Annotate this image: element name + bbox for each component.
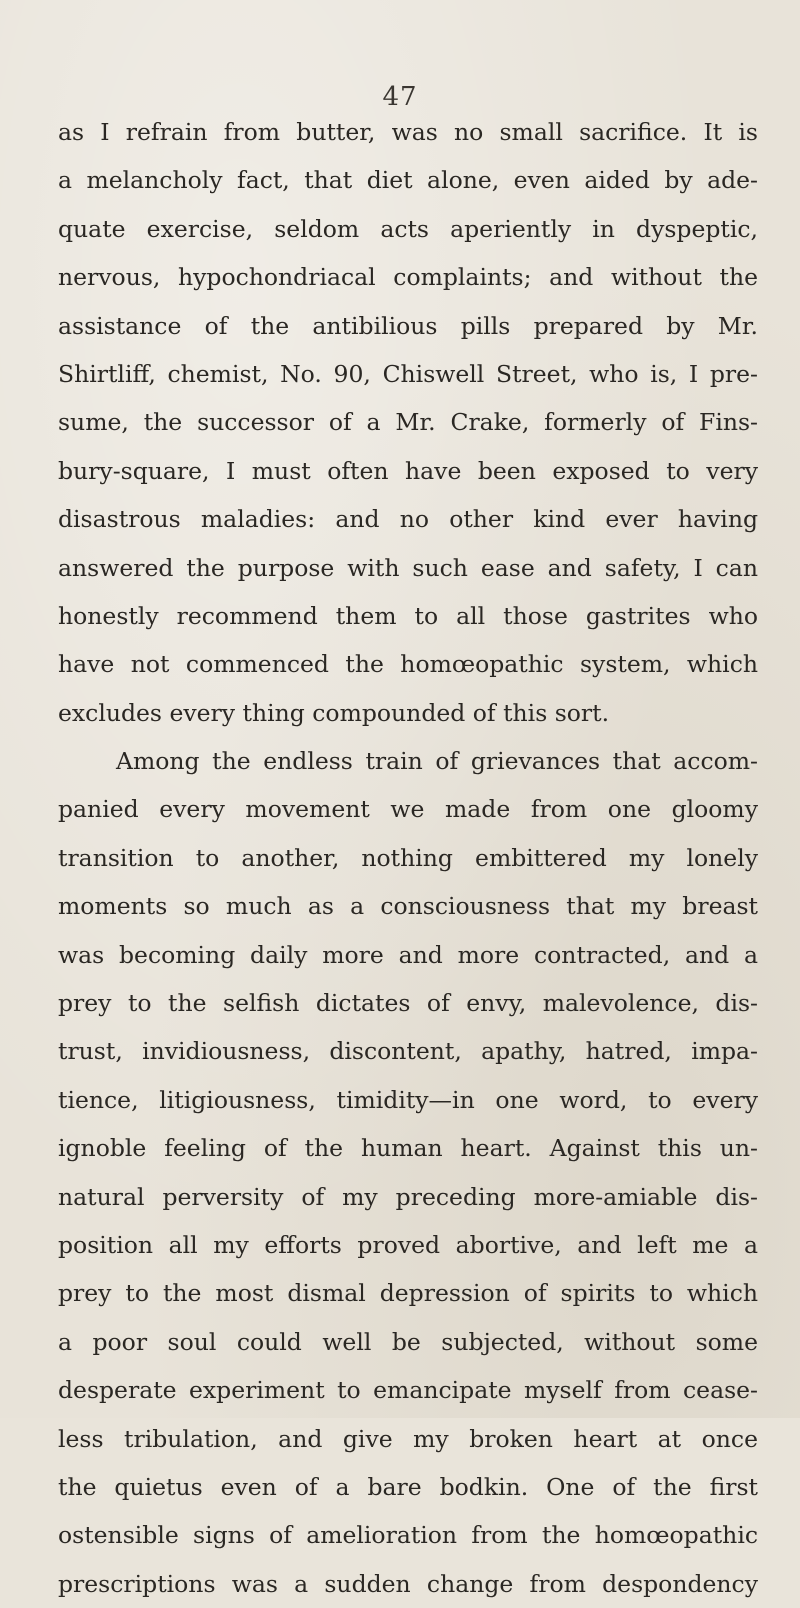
text-line: ostensible signs of amelioration from the homœopathic: [58, 1521, 758, 1550]
text-line: desperate experiment to emancipate myself from cease-: [58, 1376, 758, 1405]
text-line: ignoble feeling of the human heart. Against this un-: [58, 1134, 758, 1163]
text-line: honestly recommend them to all those gastrites who: [58, 601, 758, 630]
text-line: assistance of the antibilious pills prepared by Mr.: [58, 311, 758, 340]
text-line: was becoming daily more and more contracted, and a: [58, 940, 758, 969]
text-line: Shirtliff, chemist, No. 90, Chiswell Street, who is, I pre-: [58, 359, 758, 388]
text-line: prescriptions was a sudden change from despondency: [58, 1569, 758, 1598]
text-line: have not commenced the homœopathic system, which: [58, 650, 758, 679]
text-line: the quietus even of a bare bodkin. One of the first: [58, 1472, 758, 1501]
text-line: position all my efforts proved abortive, and left me a: [58, 1230, 758, 1259]
paragraph-start-line: Among the endless train of grievances that accom-: [116, 747, 758, 776]
text-line: trust, invidiousness, discontent, apathy, hatred, impa-: [58, 1037, 758, 1066]
body-text: [58, 108, 758, 1608]
text-line: as I refrain from butter, was no small sacrifice. It is: [58, 118, 758, 146]
text-line: natural perversity of my preceding more-amiable dis-: [58, 1182, 758, 1211]
text-line: sume, the successor of a Mr. Crake, formerly of Fins-: [58, 408, 758, 437]
text-line: a poor soul could well be subjected, without some: [58, 1327, 758, 1356]
text-line: prey to the selfish dictates of envy, malevolence, dis-: [58, 989, 758, 1018]
text-line: bury-square, I must often have been exposed to very: [58, 456, 758, 485]
page-number: 47: [382, 82, 418, 112]
text-line: nervous, hypochondriacal complaints; and without the: [58, 263, 758, 292]
text-line: prey to the most dismal depression of spirits to which: [58, 1279, 758, 1308]
paragraph-end-line: excludes every thing compounded of this sort.: [58, 698, 610, 727]
text-line: moments so much as a consciousness that my breast: [58, 892, 758, 921]
text-line: panied every movement we made from one gloomy: [58, 795, 758, 824]
text-line: a melancholy fact, that diet alone, even aided by ade-: [58, 166, 758, 195]
text-line: answered the purpose with such ease and safety, I can: [58, 553, 758, 582]
text-line: disastrous maladies: and no other kind ever having: [58, 505, 758, 534]
text-line: less tribulation, and give my broken heart at once: [58, 1424, 758, 1453]
text-line: quate exercise, seldom acts aperiently in dyspeptic,: [58, 214, 758, 243]
text-line: tience, litigiousness, timidity—in one word, to every: [58, 1085, 758, 1114]
text-line: transition to another, nothing embittered my lonely: [58, 843, 758, 872]
